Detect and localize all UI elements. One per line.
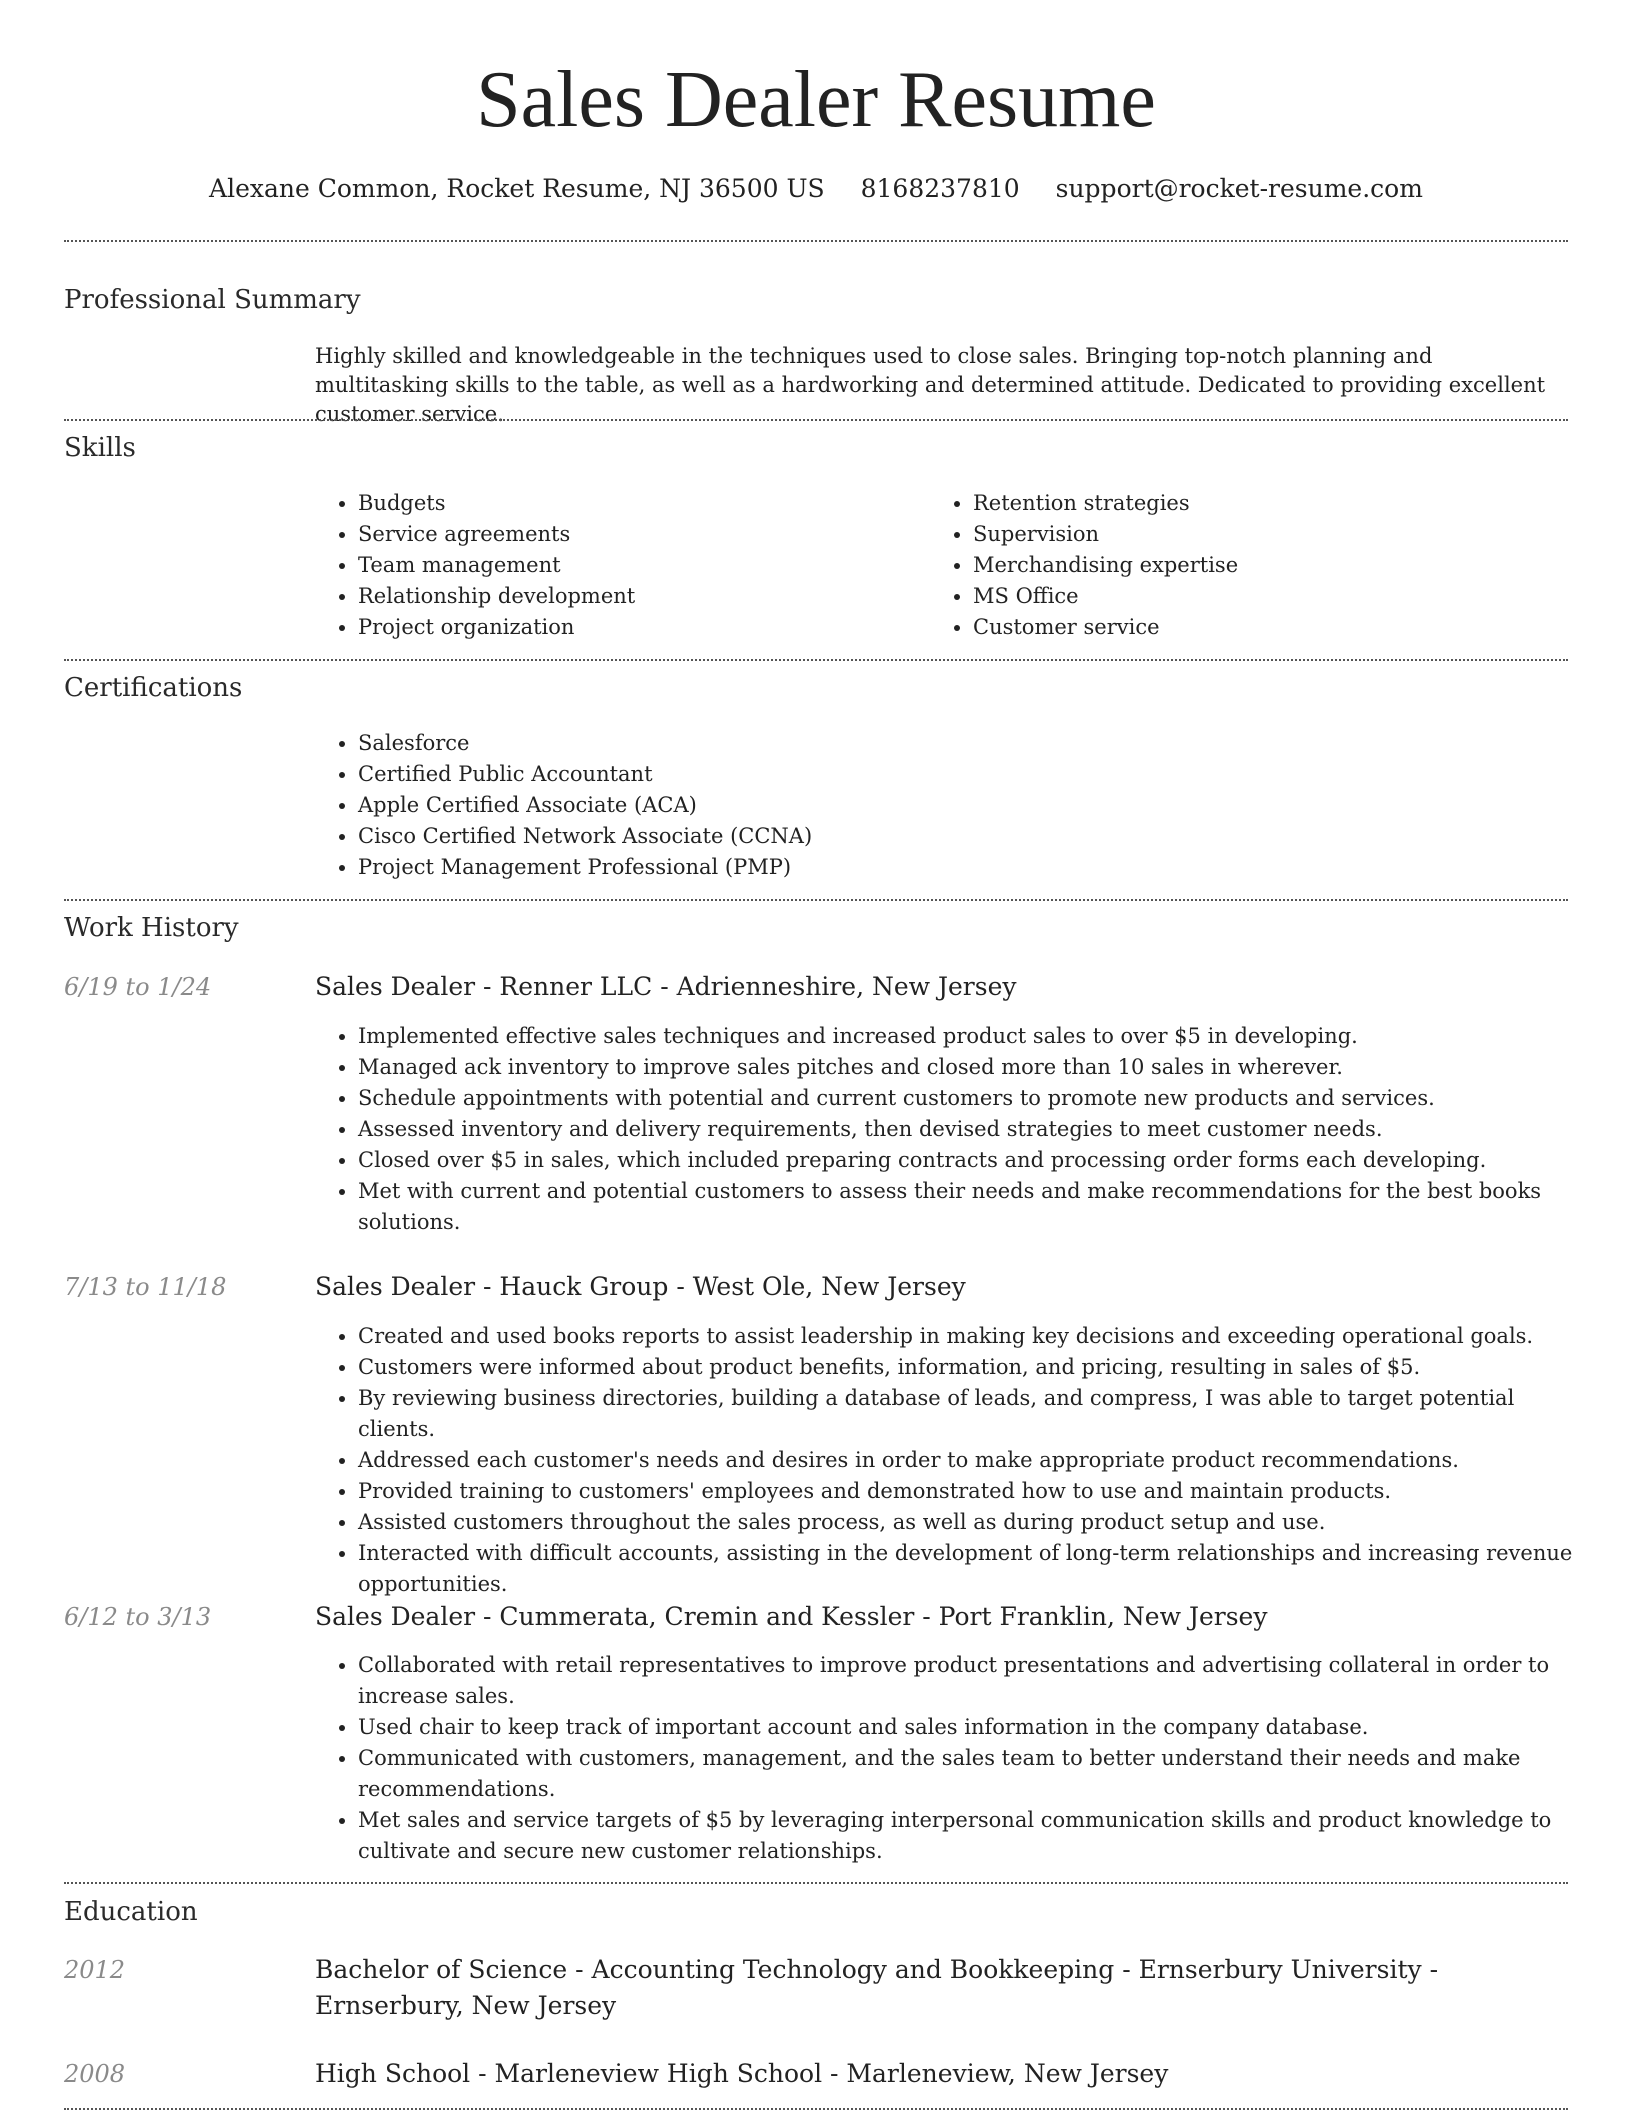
list-item: • Apple Certified Associate (ACA) — [358, 790, 1558, 821]
education-entry: Bachelor of Science - Accounting Technology and Bookkeeping - Ernserbury University - Ernserbury, New Jersey — [315, 1955, 1439, 2020]
contact-line — [0, 172, 1632, 206]
list-item: • Service agreements — [358, 519, 918, 550]
list-item: • Salesforce — [358, 728, 1558, 759]
skills-list-left — [314, 488, 918, 643]
list-item: • Team management — [358, 550, 918, 581]
job-title: Sales Dealer - Cummerata, Cremin and Kessler - Port Franklin, New Jersey — [315, 1602, 1268, 1631]
work-heading: Work History — [64, 913, 239, 943]
summary-text: Highly skilled and knowledgeable in the techniques used to close sales. Bringing top-notch planning and multitasking skills to the table, as well as a hardworking and determined attitude. Dedicated to providing excellent customer service. — [315, 344, 1546, 426]
skills-list-right — [929, 488, 1533, 643]
list-item: • Certified Public Accountant — [358, 759, 1558, 790]
contact-email: support@rocket-resume.com — [1055, 174, 1423, 203]
list-item: • Collaborated with retail representatives to improve product presentations and advertising collateral in order to increase sales. — [358, 1650, 1588, 1712]
job-bullets — [314, 1021, 1588, 1238]
certifications-heading: Certifications — [64, 673, 243, 703]
list-item: • Assisted customers throughout the sales process, as well as during product setup and use. — [358, 1507, 1588, 1538]
job-title: Sales Dealer - Hauck Group - West Ole, New Jersey — [315, 1272, 966, 1301]
list-item: • Created and used books reports to assist leadership in making key decisions and exceeding operational goals. — [358, 1321, 1588, 1352]
list-item: • Project Management Professional (PMP) — [358, 852, 1558, 883]
list-item: • Merchandising expertise — [973, 550, 1533, 581]
list-item: • Provided training to customers' employees and demonstrated how to use and maintain products. — [358, 1476, 1588, 1507]
section-divider — [64, 899, 1568, 901]
job-bullets — [314, 1650, 1588, 1867]
list-item: • Customer service — [973, 612, 1533, 643]
job-dates: 6/19 to 1/24 — [64, 973, 212, 1001]
list-item: • Assessed inventory and delivery requirements, then devised strategies to meet customer needs. — [358, 1114, 1588, 1145]
list-item: • Budgets — [358, 488, 918, 519]
list-item: • Managed ack inventory to improve sales pitches and closed more than 10 sales in wherever. — [358, 1052, 1588, 1083]
job-dates: 7/13 to 11/18 — [64, 1273, 227, 1301]
list-item: • Communicated with customers, management, and the sales team to better understand their needs and make recommendations. — [358, 1743, 1588, 1805]
list-item: • Cisco Certified Network Associate (CCNA) — [358, 821, 1558, 852]
list-item: • Addressed each customer's needs and desires in order to make appropriate product recommendations. — [358, 1445, 1588, 1476]
job-title: Sales Dealer - Renner LLC - Adrienneshire, New Jersey — [315, 972, 1017, 1001]
section-divider — [64, 1882, 1568, 1884]
list-item: • Implemented effective sales techniques and increased product sales to over $5 in developing. — [358, 1021, 1588, 1052]
education-heading: Education — [64, 1897, 198, 1927]
contact-address: Alexane Common, Rocket Resume, NJ 36500 US — [209, 174, 825, 203]
list-item: • Met sales and service targets of $5 by leveraging interpersonal communication skills and product knowledge to cultivate and secure new customer relationships. — [358, 1805, 1588, 1867]
list-item: • Schedule appointments with potential and current customers to promote new products and services. — [358, 1083, 1588, 1114]
job-dates: 6/12 to 3/13 — [64, 1603, 212, 1631]
section-divider — [64, 2108, 1568, 2110]
list-item: • Project organization — [358, 612, 918, 643]
list-item: • Met with current and potential customers to assess their needs and make recommendations for the best books solutions. — [358, 1176, 1588, 1238]
certifications-list — [314, 728, 1558, 883]
skills-heading: Skills — [64, 433, 136, 463]
job-bullets — [314, 1321, 1588, 1600]
list-item: • Closed over $5 in sales, which included preparing contracts and processing order forms each developing. — [358, 1145, 1588, 1176]
list-item: • Used chair to keep track of important account and sales information in the company database. — [358, 1712, 1588, 1743]
summary-heading: Professional Summary — [64, 285, 361, 315]
list-item: • Supervision — [973, 519, 1533, 550]
section-divider — [64, 659, 1568, 661]
page-title: Sales Dealer Resume — [476, 56, 1156, 144]
list-item: • MS Office — [973, 581, 1533, 612]
section-divider — [64, 419, 1568, 421]
list-item: • Interacted with difficult accounts, assisting in the development of long-term relationships and increasing revenue opportunities. — [358, 1538, 1588, 1600]
education-entry: High School - Marleneview High School - Marleneview, New Jersey — [315, 2059, 1169, 2088]
list-item: • By reviewing business directories, building a database of leads, and compress, I was able to target potential clients. — [358, 1383, 1588, 1445]
list-item: • Customers were informed about product benefits, information, and pricing, resulting in sales of $5. — [358, 1352, 1588, 1383]
list-item: • Relationship development — [358, 581, 918, 612]
section-divider — [64, 240, 1568, 242]
education-year: 2008 — [64, 2060, 126, 2088]
education-year: 2012 — [64, 1956, 126, 1984]
contact-phone: 8168237810 — [860, 174, 1020, 203]
list-item: • Retention strategies — [973, 488, 1533, 519]
